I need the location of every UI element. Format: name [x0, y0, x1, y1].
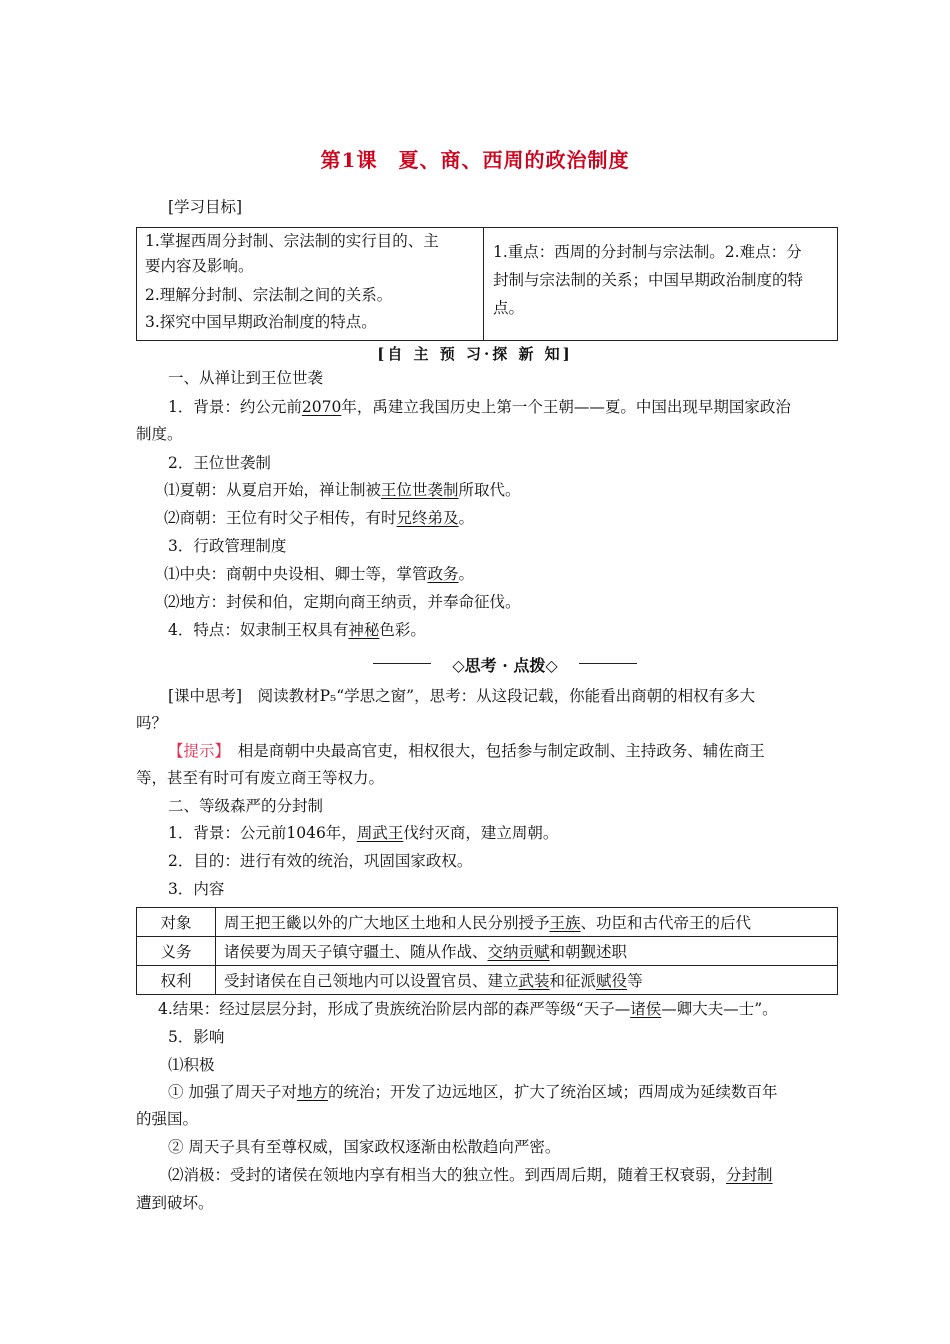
divider-line	[373, 663, 431, 664]
section-heading: 二、等级森严的分封制	[168, 797, 324, 815]
goal-right-line: 封制与宗法制的关系；中国早期政治制度的特	[493, 271, 804, 289]
table-row	[137, 937, 838, 966]
think-label: ◇思考 · 点拨◇	[452, 656, 558, 675]
paragraph: [课中思考] 阅读教材P₅“学思之窗”，思考：从这段记载，你能看出商朝的相权有多大	[168, 687, 756, 705]
paragraph: 1．背景：约公元前2070年，禹建立我国历史上第一个王朝——夏。中国出现早期国家政治	[168, 398, 791, 416]
paragraph: ⑴积极	[168, 1056, 215, 1074]
goal-left-line: 3.探究中国早期政治制度的特点。	[145, 313, 377, 331]
section-heading: 一、从禅让到王位世袭	[168, 369, 324, 387]
row-content: 诸侯要为周天子镇守疆土、随从作战、交纳贡赋和朝觐述职	[216, 937, 838, 966]
table-row	[137, 966, 838, 995]
row-header: 对象	[137, 908, 216, 937]
paragraph: 4．特点：奴隶制王权具有神秘色彩。	[168, 621, 426, 639]
paragraph: ⑴夏朝：从夏启开始，禅让制被王位世袭制所取代。	[164, 481, 521, 499]
goal-left-line: 1.掌握西周分封制、宗法制的实行目的、主	[145, 232, 439, 250]
goals-divider	[483, 228, 484, 340]
paragraph: 5．影响	[168, 1028, 225, 1046]
paragraph: 等，甚至有时可有废立商王等权力。	[136, 769, 385, 787]
paragraph: 吗？	[136, 714, 168, 732]
paragraph: 2．目的：进行有效的统治，巩固国家政权。	[168, 852, 473, 870]
goal-right-line: 点。	[493, 299, 525, 317]
paragraph: 【提示】 相是商朝中央最高官吏，相权很大，包括参与制定政制、主持政务、辅佐商王	[168, 742, 765, 760]
enfeoffment-table	[136, 907, 838, 995]
page-title: 第1课 夏、商、西周的政治制度	[320, 148, 630, 172]
paragraph: 3．内容	[168, 880, 225, 898]
paragraph: 制度。	[136, 425, 183, 443]
paragraph: 4.结果：经过层层分封，形成了贵族统治阶层内部的森严等级“天子—诸侯—卿大夫—士”。	[158, 1000, 778, 1018]
paragraph: 3．行政管理制度	[168, 537, 287, 555]
paragraph: ⑵消极：受封的诸侯在领地内享有相当大的独立性。到西周后期，随着王权衰弱，分封制	[168, 1166, 773, 1184]
row-content: 受封诸侯在自己领地内可以设置官员、建立武装和征派赋役等	[216, 966, 838, 995]
goal-left-line: 要内容及影响。	[145, 257, 254, 275]
goal-right-line: 1.重点：西周的分封制与宗法制。2.难点：分	[493, 243, 802, 261]
goals-heading: [学习目标]	[168, 198, 243, 216]
paragraph: 遭到破坏。	[136, 1194, 214, 1212]
paragraph: 2．王位世袭制	[168, 454, 271, 472]
row-header: 义务	[137, 937, 216, 966]
paragraph: ① 加强了周天子对地方的统治；开发了边远地区，扩大了统治区域；西周成为延续数百年	[168, 1083, 778, 1101]
hint-label: 【提示】	[168, 742, 223, 760]
paragraph: 1．背景：公元前1046年，周武王伐纣灭商，建立周朝。	[168, 824, 559, 842]
goals-table	[136, 227, 838, 341]
paragraph: ⑴中央：商朝中央设相、卿士等，掌管政务。	[164, 565, 475, 583]
goal-left-line: 2.理解分封制、宗法制之间的关系。	[145, 286, 393, 304]
section-banner: [自 主 预 习·探 新 知]	[377, 345, 573, 363]
row-content: 周王把王畿以外的广大地区土地和人民分别授予王族、功臣和古代帝王的后代	[216, 908, 838, 937]
paragraph: ② 周天子具有至尊权威，国家政权逐渐由松散趋向严密。	[168, 1138, 561, 1156]
table-row	[137, 908, 838, 937]
think-divider	[373, 653, 637, 675]
paragraph: ⑵商朝：王位有时父子相传，有时兄终弟及。	[164, 509, 475, 527]
paragraph: ⑵地方：封侯和伯，定期向商王纳贡，并奉命征伐。	[164, 593, 521, 611]
row-header: 权利	[137, 966, 216, 995]
divider-line	[579, 663, 637, 664]
paragraph: 的强国。	[136, 1110, 199, 1128]
